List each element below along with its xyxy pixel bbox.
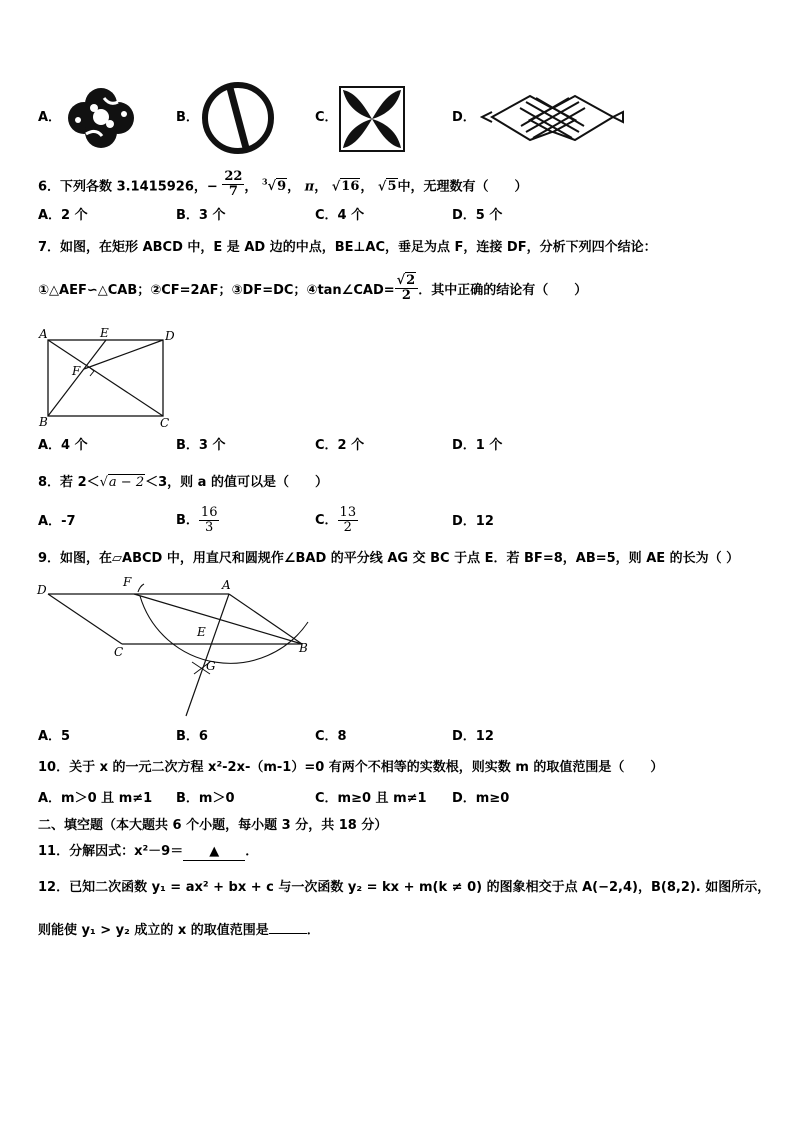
q7-option-b: B．3 个 <box>176 438 226 453</box>
q10-option-a: A．m＞0 且 m≠1 <box>38 791 153 806</box>
q7-label-f: F <box>72 364 81 378</box>
chinese-knot-icon <box>480 92 625 142</box>
q8-option-a: A．-7 <box>38 514 76 529</box>
q8-option-d: D．12 <box>452 514 494 529</box>
q6-fraction: $\frac{22}{7}$ <box>224 169 243 200</box>
q9-label-e: E <box>197 625 206 639</box>
q6-option-b: B．3 个 <box>176 208 226 223</box>
q8-stem: 8．若 2＜√a − 2＜3，则 a 的值可以是（ ） <box>38 475 328 490</box>
section-heading: 二、填空题（本大题共 6 个小题，每小题 3 分，共 18 分） <box>38 818 388 833</box>
circle-slash-icon <box>200 80 276 156</box>
cloud-knot-logo-icon <box>64 84 138 150</box>
q9-label-a: A <box>222 578 231 592</box>
q7-stem: 7．如图，在矩形 ABCD 中，E 是 AD 边的中点，BE⊥AC，垂足为点 F，连接 DF，分析下列四个结论： <box>38 240 657 255</box>
q11-answer-blank[interactable]: ▲ <box>183 844 245 861</box>
q6-pi: π <box>304 179 315 195</box>
q7-label-e: E <box>100 326 109 340</box>
q6-sqrt16: √16 <box>331 179 360 195</box>
q9-label-f: F <box>123 575 132 589</box>
q6-option-c: C．4 个 <box>315 208 365 223</box>
q7-sqrt2-over-2: $\frac{√2}{2}$ <box>395 274 419 303</box>
q7-label-d: D <box>165 329 175 343</box>
q7-option-d: D．1 个 <box>452 438 503 453</box>
q7-conclusions: ①△AEF∽△CAB；②CF=2AF；③DF=DC；④tan∠CAD= $\frac{√2}{2}$ ．其中正确的结论有（ ） <box>38 273 588 303</box>
q7-option-c: C．2 个 <box>315 438 365 453</box>
q9-label-d: D <box>37 583 47 597</box>
q12-line2: 则能使 y₁ > y₂ 成立的 x 的取值范围是 ． <box>38 923 320 938</box>
q9-option-d: D．12 <box>452 729 494 744</box>
q7-label-c: C <box>160 416 170 430</box>
q8-option-b: B． $\frac{16}{3}$ <box>176 505 218 535</box>
q9-option-a: A．5 <box>38 729 71 744</box>
q9-label-c: C <box>114 645 124 659</box>
q12-answer-blank[interactable] <box>269 921 307 934</box>
q9-parallelogram-figure <box>34 574 324 720</box>
q9-label-g: G <box>206 659 216 673</box>
four-petal-square-icon <box>339 86 405 152</box>
q8-option-c: C． $\frac{13}{2}$ <box>315 505 357 535</box>
q9-stem: 9．如图，在▱ABCD 中，用直尺和圆规作∠BAD 的平分线 AG 交 BC 于点 E．若 BF=8，AB=5，则 AE 的长为（ ） <box>38 551 740 566</box>
q5-option-b-label: B． <box>176 110 199 125</box>
q9-label-b: B <box>299 641 308 655</box>
q6-sqrt5: √5 <box>377 179 397 195</box>
q6-stem-prefix: 6．下列各数 3.1415926， <box>38 179 207 195</box>
q6-minus: − <box>206 179 218 195</box>
q9-option-b: B．6 <box>176 729 208 744</box>
q6-stem-suffix: 中，无理数有（ ） <box>397 179 528 195</box>
q7-option-a: A．4 个 <box>38 438 88 453</box>
q7-label-a: A <box>39 327 48 341</box>
q5-option-c-label: C． <box>315 110 338 125</box>
q5-option-a-label: A． <box>38 110 62 125</box>
q10-option-c: C．m≥0 且 m≠1 <box>315 791 427 806</box>
q7-rectangle-figure <box>36 326 181 430</box>
q6-option-d: D．5 个 <box>452 208 503 223</box>
q9-option-c: C．8 <box>315 729 347 744</box>
q6-stem: 6．下列各数 3.1415926，− $\frac{22}{7}$ ， $^3$√9， π， √16， √5中，无理数有（ ） <box>38 169 528 200</box>
q10-option-b: B．m＞0 <box>176 791 235 806</box>
q10-option-d: D．m≥0 <box>452 791 510 806</box>
q8-sqrt: √a − 2 <box>99 475 145 490</box>
q6-option-a: A．2 个 <box>38 208 88 223</box>
q7-label-b: B <box>39 415 48 429</box>
q11-stem: 11．分解因式：x²－9＝ ▲ ． <box>38 844 259 859</box>
q10-stem: 10．关于 x 的一元二次方程 x²-2x-（m-1）=0 有两个不相等的实数根，则实数 m 的取值范围是（ ） <box>38 760 664 775</box>
q5-option-d-label: D． <box>452 110 476 125</box>
q12-line1: 12．已知二次函数 y₁ = ax² + bx + c 与一次函数 y₂ = kx + m(k ≠ 0) 的图象相交于点 A(−2,4)，B(8,2). 如图所示， <box>38 880 771 895</box>
q6-cube-root: $^3$√9 <box>261 177 287 195</box>
